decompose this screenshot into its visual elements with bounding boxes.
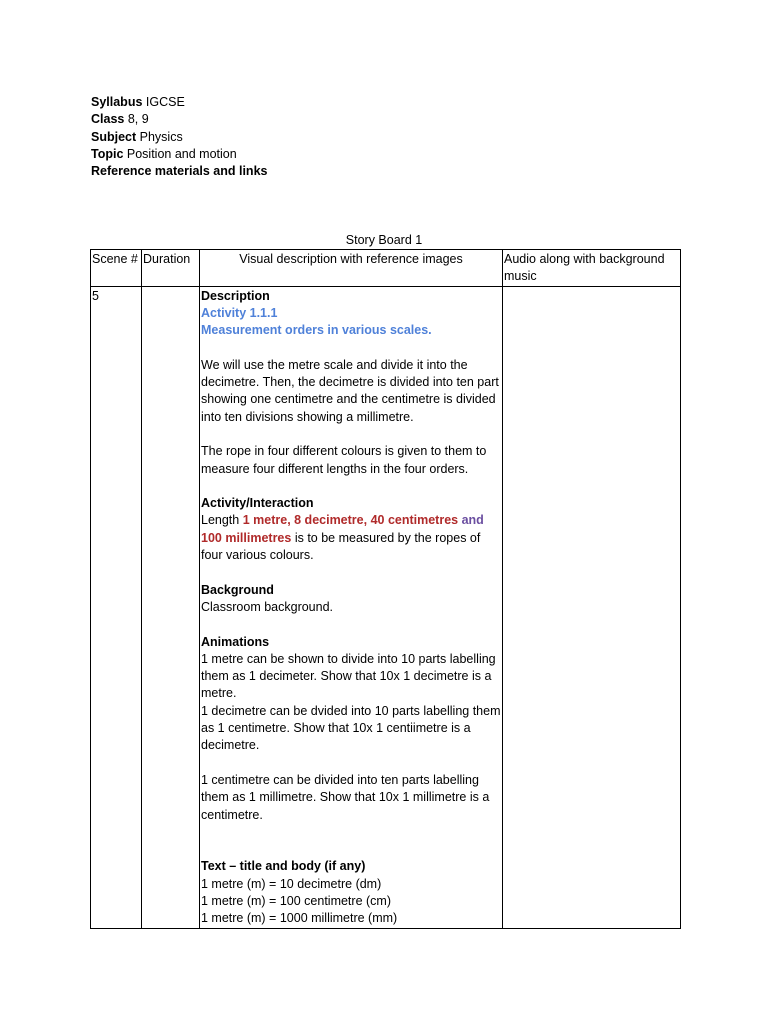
activity-title: Measurement orders in various scales.: [201, 323, 432, 338]
subject-line: Subject Physics: [91, 129, 183, 144]
duration-cell: [142, 286, 200, 928]
visual-cell: [200, 286, 503, 928]
header-visual: Visual description with reference images: [200, 250, 503, 287]
interaction-heading: Activity/Interaction: [201, 496, 314, 511]
table-row: [91, 286, 681, 928]
text-heading: Text – title and body (if any): [201, 859, 366, 874]
background-text: Classroom background.: [201, 599, 334, 614]
scene-cell: 5: [91, 286, 142, 928]
animation-3: 1 centimetre can be divided into ten parts labelling them as 1 millimetre. Show that 10x 1 millimetre is a centimetre.: [201, 772, 490, 822]
conversion-2: 1 metre (m) = 100 centimetre (cm): [201, 893, 391, 908]
activity-id: Activity 1.1.1: [201, 305, 278, 320]
syllabus-line: Syllabus IGCSE: [91, 95, 185, 109]
document-meta: [91, 94, 267, 180]
topic-line: Topic Position and motion: [91, 146, 237, 161]
audio-cell: [503, 286, 681, 928]
animation-2: 1 decimetre can be dvided into 10 parts labelling them as 1 centimetre. Show that 10x 1 centiimetre is a decimetre.: [201, 703, 501, 753]
animation-1: 1 metre can be shown to divide into 10 parts labelling them as 1 decimeter. Show that 10x 1 decimetre is a metre.: [201, 651, 496, 701]
class-line: Class 8, 9: [91, 112, 149, 127]
conversion-1: 1 metre (m) = 10 decimetre (dm): [201, 876, 382, 891]
background-heading: Background: [201, 582, 274, 597]
storyboard-title: Story Board 1: [345, 233, 423, 247]
para-2: The rope in four different colours is given to them to measure four different lengths in the four orders.: [201, 444, 487, 476]
animations-heading: Animations: [201, 634, 270, 649]
header-scene: Scene #: [91, 250, 142, 287]
storyboard-table: [90, 249, 681, 929]
length-text: Length 1 metre, 8 decimetre, 40 centimetres and 100 millimetres is to be measured by the ropes of four various colours.: [201, 513, 484, 563]
reference-line: Reference materials and links: [91, 164, 268, 179]
description-heading: Description: [201, 288, 270, 303]
conversion-3: 1 metre (m) = 1000 millimetre (mm): [201, 911, 398, 926]
header-duration: Duration: [142, 250, 200, 287]
table-header-row: [91, 250, 681, 287]
header-audio: Audio along with background music: [503, 250, 681, 287]
para-1: We will use the metre scale and divide it into the decimetre. Then, the decimetre is divided into ten part showing one centimetre and the centimetre is divided into ten divisions showing a millimetre.: [201, 357, 499, 424]
